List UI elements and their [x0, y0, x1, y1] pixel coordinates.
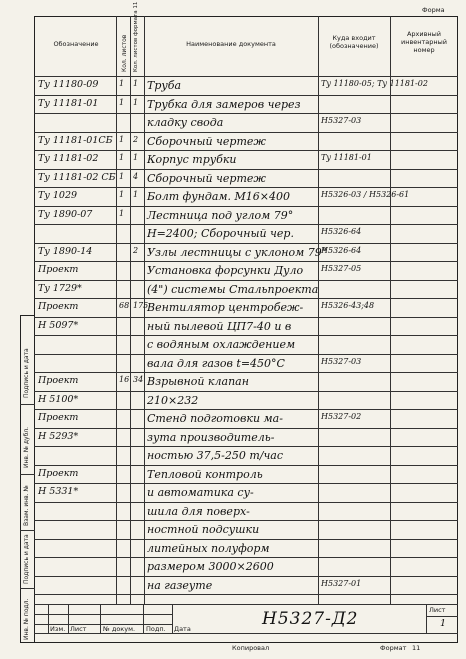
- row-name: Сборочный чертеж: [147, 171, 266, 185]
- row-qty: 1: [119, 190, 125, 199]
- row-name: Стенд подготовки ма-: [147, 412, 283, 425]
- row-name: Вентилятор центробеж-: [147, 301, 304, 314]
- row-divider: [34, 280, 458, 281]
- row-code: Ту 11181-02 СБ: [38, 171, 116, 183]
- row-name: Трубка для замеров через: [147, 97, 301, 111]
- row-code: Н 5097*: [38, 319, 79, 331]
- footer-format: Формат: [380, 644, 407, 652]
- row-divider: [34, 520, 458, 521]
- row-qty: 68: [119, 301, 130, 310]
- header-divider: [34, 76, 458, 77]
- row-divider: [34, 317, 458, 318]
- header-document-name: Наименование документа: [186, 40, 276, 48]
- row-name: Взрывной клапан: [147, 375, 249, 388]
- row-divider: [34, 354, 458, 355]
- header-archive-number: Архивный инвентарный номер: [400, 30, 448, 54]
- row-where: Н5326-43;48: [321, 301, 375, 310]
- row-divider: [34, 483, 458, 484]
- row-qty: 1: [119, 153, 125, 162]
- row-divider: [34, 95, 458, 96]
- side-label-dup-no: Инв. № дубл.: [23, 426, 30, 468]
- row-divider: [34, 557, 458, 558]
- row-fmt: 175: [133, 301, 149, 310]
- row-divider: [34, 446, 458, 447]
- row-where: Н5326-03 / Н5326-61: [321, 190, 410, 199]
- row-fmt: 34: [133, 375, 144, 384]
- row-name: литейных полуформ: [147, 541, 270, 555]
- row-fmt: 2: [133, 134, 139, 144]
- row-qty: 1: [119, 208, 125, 218]
- row-divider: [34, 428, 458, 429]
- side-label-replace-no: Взам. инв. №: [23, 485, 30, 526]
- title-date: Дата: [174, 625, 191, 633]
- header-format-count: Кол. листов формата 11: [133, 1, 139, 72]
- row-code: Ту 1890-07: [38, 208, 93, 220]
- footer-copied: Копировал: [232, 644, 270, 652]
- row-code: Проект: [38, 264, 79, 275]
- row-name: и автоматика су-: [147, 486, 254, 499]
- side-label-sig-date-top: Подпись и дата: [23, 348, 30, 398]
- row-divider: [34, 298, 458, 299]
- row-code: Ту 1029: [38, 190, 78, 201]
- row-where: Ту 11181-01: [321, 153, 372, 162]
- title-block-top: [34, 604, 458, 605]
- row-divider: [34, 391, 458, 392]
- row-fmt: 1: [133, 97, 139, 107]
- row-name: Труба: [147, 79, 182, 92]
- row-name: ностной подсушки: [147, 523, 260, 536]
- row-name: на газеуте: [147, 578, 213, 592]
- row-where: Н5327-03: [321, 356, 362, 366]
- row-fmt: 1: [133, 190, 139, 199]
- row-name: Узлы лестницы с уклоном 79°: [147, 245, 328, 259]
- row-divider: [34, 243, 458, 244]
- row-name: кладку свода: [147, 116, 224, 129]
- row-qty: 1: [119, 79, 125, 88]
- row-code: Ту 11181-01: [38, 97, 99, 109]
- row-where: Н5327-03: [321, 116, 362, 125]
- side-label-sig-date-bottom: Подпись и дата: [23, 534, 30, 584]
- row-code: Ту 1729*: [38, 282, 82, 294]
- side-label-orig-no: Инв. № подл.: [23, 598, 30, 640]
- title-change: Изм.: [50, 625, 66, 633]
- title-sheet: Лист: [70, 625, 87, 633]
- row-divider: [34, 576, 458, 577]
- header-designation: Обозначение: [53, 40, 99, 48]
- row-divider: [34, 113, 458, 114]
- row-code: Проект: [38, 467, 79, 479]
- row-name: с водяным охлаждением: [147, 338, 296, 351]
- row-code: Н 5100*: [38, 393, 79, 405]
- row-divider: [34, 372, 458, 373]
- row-where: Н5327-05: [321, 264, 362, 273]
- row-code: Проект: [38, 375, 79, 386]
- row-code: Проект: [38, 412, 79, 423]
- row-divider: [34, 594, 458, 595]
- row-qty: 1: [119, 171, 125, 181]
- row-name: Сборочный чертеж: [147, 134, 266, 148]
- row-name: шила для поверх-: [147, 504, 250, 518]
- row-divider: [34, 261, 458, 262]
- row-name: Болт фундам. М16×400: [147, 190, 290, 203]
- header-copies: Кол. листов: [121, 34, 128, 72]
- row-where: Н5327-01: [321, 578, 362, 588]
- title-signature: Подп.: [146, 625, 166, 633]
- row-divider: [34, 187, 458, 188]
- row-qty: 16: [119, 375, 130, 384]
- row-name: Лестница под углом 79°: [147, 208, 294, 222]
- row-divider: [34, 224, 458, 225]
- row-name: Корпус трубки: [147, 153, 237, 166]
- row-divider: [34, 169, 458, 170]
- row-where: Ту 11180-05; Ту 11181-02: [321, 79, 428, 88]
- row-qty: 1: [119, 134, 125, 144]
- header-included-in: Куда входит (обозначение): [329, 34, 379, 50]
- row-divider: [34, 150, 458, 151]
- row-divider: [34, 409, 458, 410]
- row-name: (4") системы Стальпроекта: [147, 282, 319, 296]
- row-code: Ту 11181-02: [38, 153, 99, 164]
- title-sheet-label: Лист: [429, 606, 446, 614]
- row-fmt: 4: [133, 171, 139, 181]
- footer-format-value: 11: [412, 644, 421, 652]
- row-name: ный пылевой ЦП7-40 и в: [147, 319, 292, 333]
- row-code: Н 5293*: [38, 430, 79, 442]
- row-code: Н 5331*: [38, 486, 79, 497]
- row-fmt: 2: [133, 245, 139, 255]
- row-qty: 1: [119, 97, 125, 107]
- row-name: Тепловой контроль: [147, 467, 263, 481]
- row-name: Установка форсунки Дуло: [147, 264, 304, 277]
- row-name: вала для газов t=450°С: [147, 356, 285, 370]
- row-name: 210×232: [147, 393, 199, 407]
- row-fmt: 1: [133, 153, 139, 162]
- row-divider: [34, 132, 458, 133]
- row-divider: [34, 465, 458, 466]
- row-divider: [34, 335, 458, 336]
- title-designation: Н5327-Д2: [262, 609, 359, 629]
- row-name: зута производитель-: [147, 430, 275, 444]
- row-code: Ту 11181-01СБ: [38, 134, 113, 146]
- row-name: размером 3000×2600: [147, 560, 274, 573]
- row-where: Н5326-64: [321, 245, 362, 255]
- row-code: Проект: [38, 301, 79, 312]
- row-code: Ту 11180-09: [38, 79, 99, 90]
- row-name: Н=2400; Сборочный чер.: [147, 227, 294, 240]
- title-sheet-no: 1: [440, 618, 447, 629]
- row-where: Н5326-64: [321, 227, 362, 236]
- row-code: Ту 1890-14: [38, 245, 93, 257]
- row-where: Н5327-02: [321, 412, 362, 421]
- row-divider: [34, 539, 458, 540]
- row-name: ностью 37,5-250 т/час: [147, 449, 284, 462]
- row-fmt: 1: [133, 79, 139, 88]
- form-label: Форма: [422, 6, 445, 14]
- row-divider: [34, 206, 458, 207]
- title-doc-no: № докум.: [103, 625, 136, 633]
- row-divider: [34, 502, 458, 503]
